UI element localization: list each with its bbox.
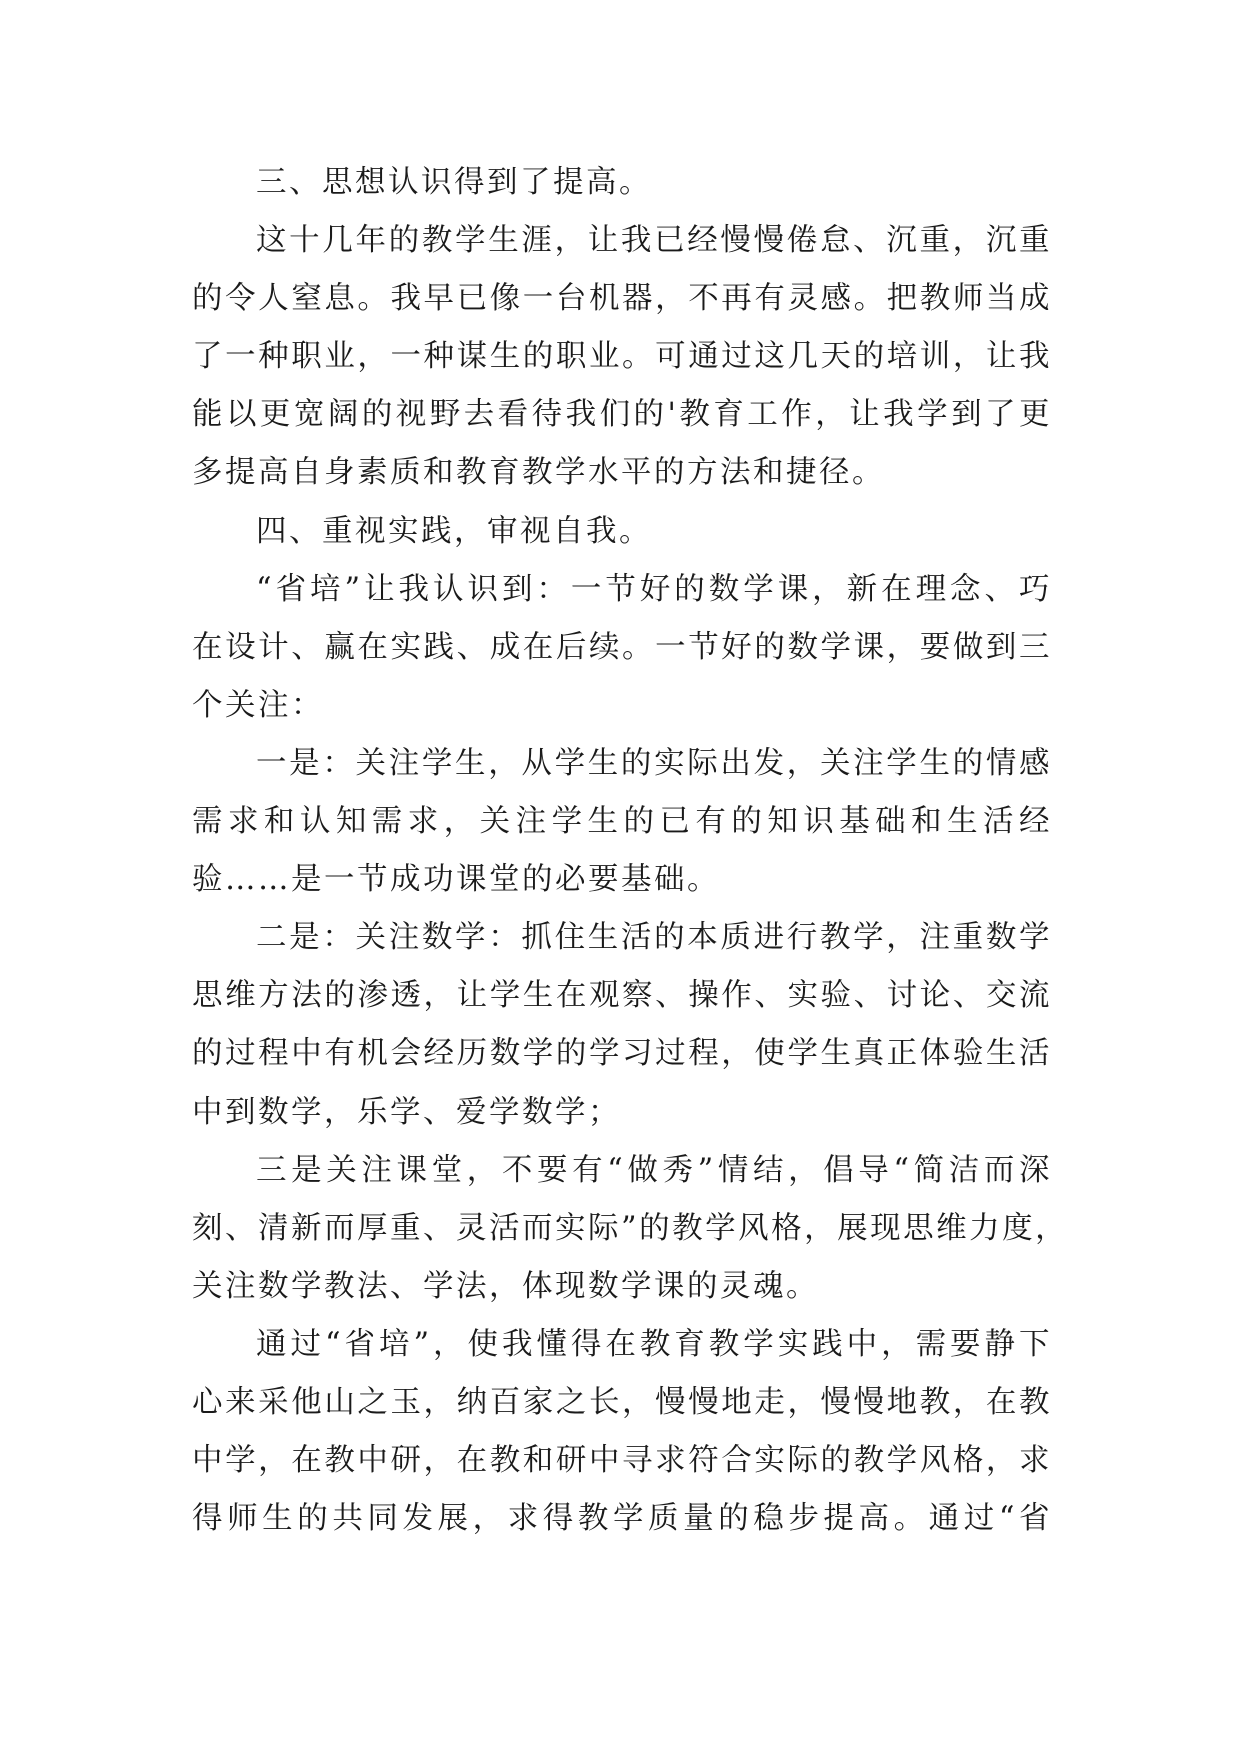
text-line: 的令人窒息。我早已像一台机器，不再有灵感。把教师当成 — [192, 281, 1052, 317]
text-line: 心来采他山之玉，纳百家之长，慢慢地走，慢慢地教，在教 — [192, 1384, 1052, 1420]
text-line: 四、重视实践，审视自我。 — [256, 513, 652, 549]
text-line: 验……是一节成功课堂的必要基础。 — [192, 862, 720, 898]
text-line: 二是：关注数学：抓住生活的本质进行教学，注重数学 — [256, 920, 1052, 956]
text-line: 个关注： — [192, 687, 324, 723]
document-body — [192, 154, 1069, 1548]
text-line: 关注数学教法、学法，体现数学课的灵魂。 — [192, 1268, 819, 1304]
text-line: 三是关注课堂，不要有“做秀”情结，倡导“简洁而深 — [256, 1152, 1052, 1188]
text-line: 中到数学，乐学、爱学数学； — [192, 1094, 621, 1130]
text-line: 三、思想认识得到了提高。 — [256, 165, 652, 200]
text-line: 的过程中有机会经历数学的学习过程，使学生真正体验生活 — [192, 1036, 1052, 1072]
text-line: 得师生的共同发展，求得教学质量的稳步提高。通过“省 — [192, 1501, 1052, 1537]
text-line: 一是：关注学生，从学生的实际出发，关注学生的情感 — [256, 745, 1052, 781]
text-line: 通过“省培”，使我懂得在教育教学实践中，需要静下 — [256, 1326, 1052, 1362]
text-line: “省培”让我认识到：一节好的数学课，新在理念、巧 — [256, 571, 1052, 607]
text-line: 在设计、赢在实践、成在后续。一节好的数学课，要做到三 — [192, 629, 1052, 665]
text-line: 思维方法的渗透，让学生在观察、操作、实验、讨论、交流 — [192, 978, 1052, 1014]
text-line: 这十几年的教学生涯，让我已经慢慢倦怠、沉重，沉重 — [256, 223, 1052, 259]
text-line: 刻、清新而厚重、灵活而实际”的教学风格，展现思维力度， — [192, 1210, 1069, 1246]
text-line: 中学，在教中研，在教和研中寻求符合实际的教学风格，求 — [192, 1443, 1052, 1479]
text-line: 多提高自身素质和教育教学水平的方法和捷径。 — [192, 455, 885, 491]
text-line: 需求和认知需求，关注学生的已有的知识基础和生活经 — [192, 804, 1052, 840]
text-line: 了一种职业，一种谋生的职业。可通过这几天的培训，让我 — [192, 339, 1052, 375]
text-line: 能以更宽阔的视野去看待我们的'教育工作，让我学到了更 — [192, 397, 1052, 433]
